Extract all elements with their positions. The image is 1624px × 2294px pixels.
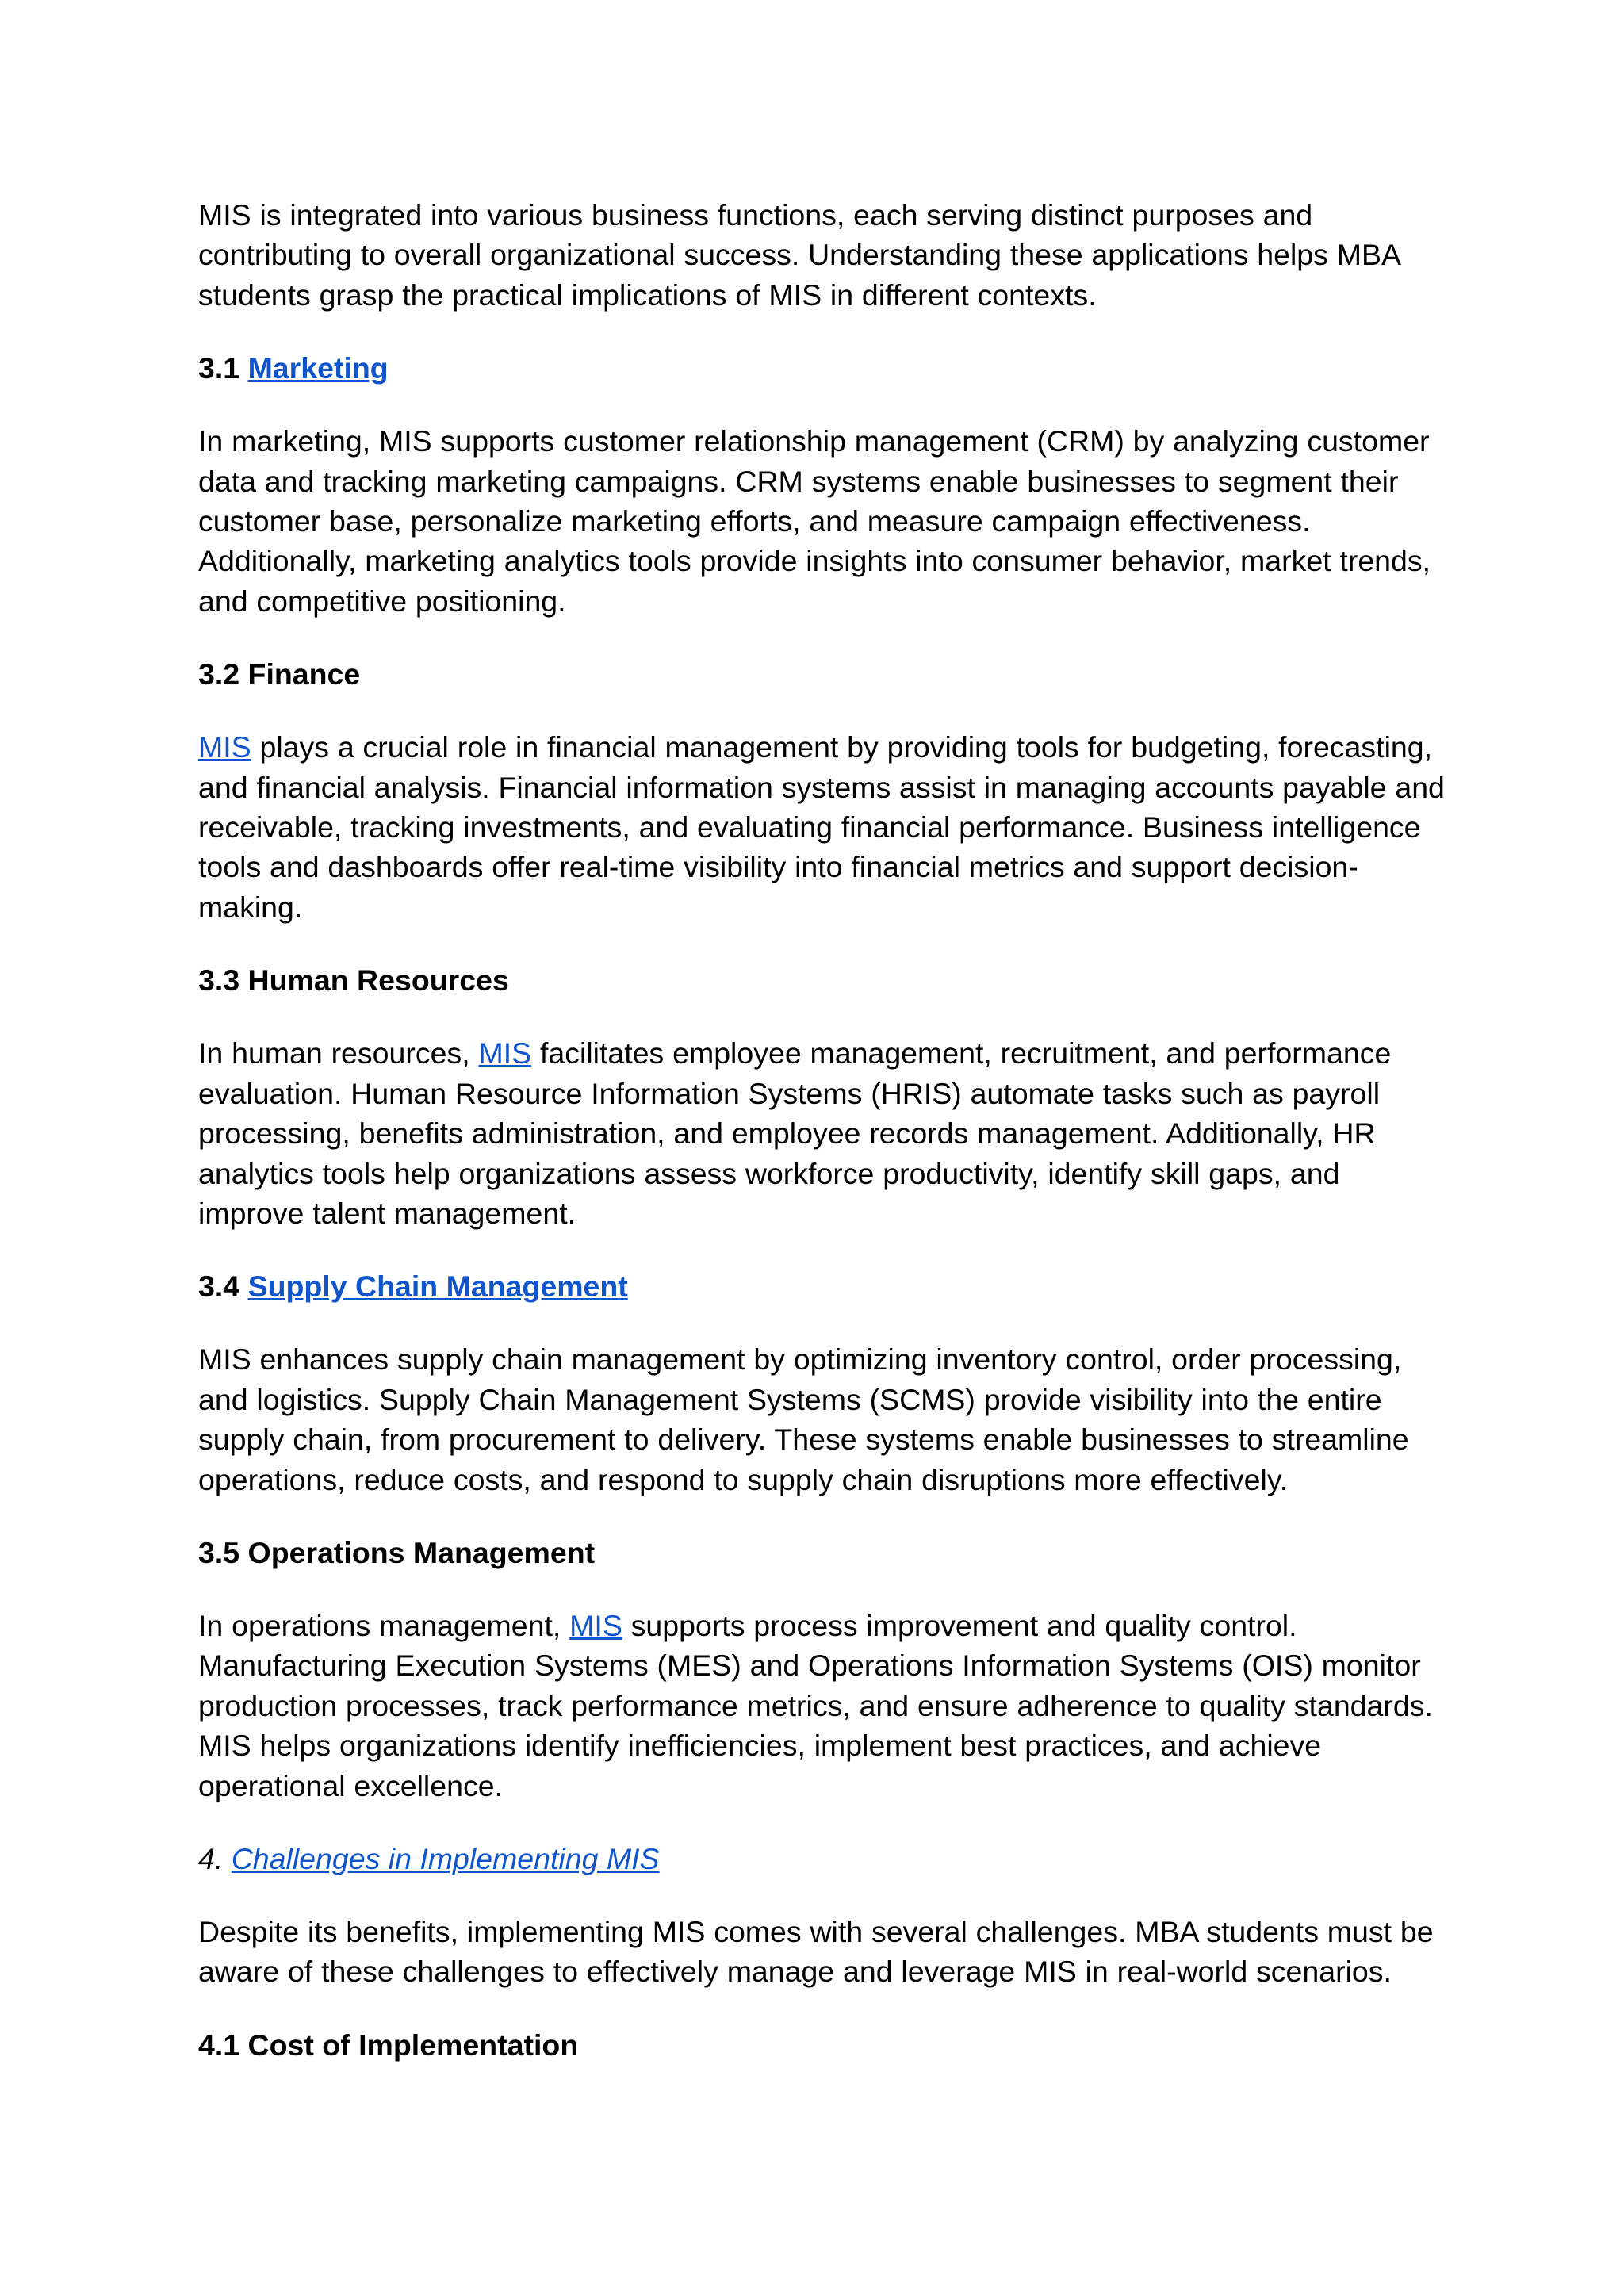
heading-3-2: 3.2 Finance bbox=[198, 657, 361, 691]
operations-paragraph-text: supports process improvement and quality control. Manufacturing Execution Systems (MES) and Operations Information Systems (OIS) monitor production processes, track performance metrics, and ensure adherence to quality standards. MIS helps organizations identify inefficiencies, implement best practices, and achieve operational excellence. bbox=[198, 1608, 1433, 1802]
heading-3-4-number: 3.4 bbox=[198, 1270, 248, 1304]
document-page bbox=[198, 195, 1451, 2098]
marketing-link[interactable]: Marketing bbox=[247, 351, 389, 385]
finance-mis-link[interactable]: MIS bbox=[198, 730, 251, 764]
hr-paragraph-lead: In human resources, bbox=[198, 1036, 479, 1070]
heading-3-4 bbox=[198, 1266, 1451, 1306]
challenges-paragraph: Despite its benefits, implementing MIS comes with several challenges. MBA students must be aware of these challenges to effectively manage and leverage MIS in real-world scenarios. bbox=[198, 1914, 1434, 1989]
operations-paragraph bbox=[198, 1606, 1451, 1806]
marketing-paragraph: In marketing, MIS supports customer relationship management (CRM) by analyzing customer data and tracking marketing campaigns. CRM systems enable businesses to segment their customer base, personalize marketing efforts, and measure campaign effectiveness. Additionally, marketing analytics tools provide insights into consumer behavior, market trends, and competitive positioning. bbox=[198, 424, 1431, 618]
challenges-link[interactable]: Challenges in Implementing MIS bbox=[231, 1841, 660, 1875]
heading-4 bbox=[198, 1839, 1451, 1878]
supply-chain-link[interactable]: Supply Chain Management bbox=[247, 1270, 628, 1304]
hr-mis-link[interactable]: MIS bbox=[478, 1036, 532, 1070]
heading-4-1: 4.1 Cost of Implementation bbox=[198, 2028, 579, 2062]
supply-chain-paragraph: MIS enhances supply chain management by optimizing inventory control, order processing, and logistics. Supply Chain Management Systems (SCMS) provide visibility into the entire supply chain, from procurement to delivery. These systems enable businesses to streamline operations, reduce costs, and respond to supply chain disruptions more effectively. bbox=[198, 1342, 1409, 1496]
operations-mis-link[interactable]: MIS bbox=[569, 1608, 622, 1642]
finance-paragraph bbox=[198, 727, 1451, 927]
heading-3-3: 3.3 Human Resources bbox=[198, 963, 509, 998]
heading-4-number: 4. bbox=[198, 1841, 232, 1875]
hr-paragraph bbox=[198, 1033, 1451, 1233]
heading-3-1-number: 3.1 bbox=[198, 351, 248, 385]
operations-paragraph-lead: In operations management, bbox=[198, 1608, 570, 1642]
finance-paragraph-text: plays a crucial role in financial management by providing tools for budgeting, forecasting, and financial analysis. Financial information systems assist in managing accounts payable and receivable, tracking investments, and evaluating financial performance. Business intelligence tools and dashboards offer real-time visibility into financial metrics and support decision-making. bbox=[198, 730, 1445, 924]
hr-paragraph-text: facilitates employee management, recruitment, and performance evaluation. Human Resource Information Systems (HRIS) automate tasks such as payroll processing, benefits administration, and employee records management. Additionally, HR analytics tools help organizations assess workforce productivity, identify skill gaps, and improve talent management. bbox=[198, 1036, 1392, 1230]
intro-paragraph: MIS is integrated into various business functions, each serving distinct purposes and contributing to overall organizational success. Understanding these applications helps MBA students grasp the practical implications of MIS in different contexts. bbox=[198, 198, 1400, 312]
heading-3-1 bbox=[198, 348, 1451, 388]
heading-3-5: 3.5 Operations Management bbox=[198, 1535, 596, 1569]
